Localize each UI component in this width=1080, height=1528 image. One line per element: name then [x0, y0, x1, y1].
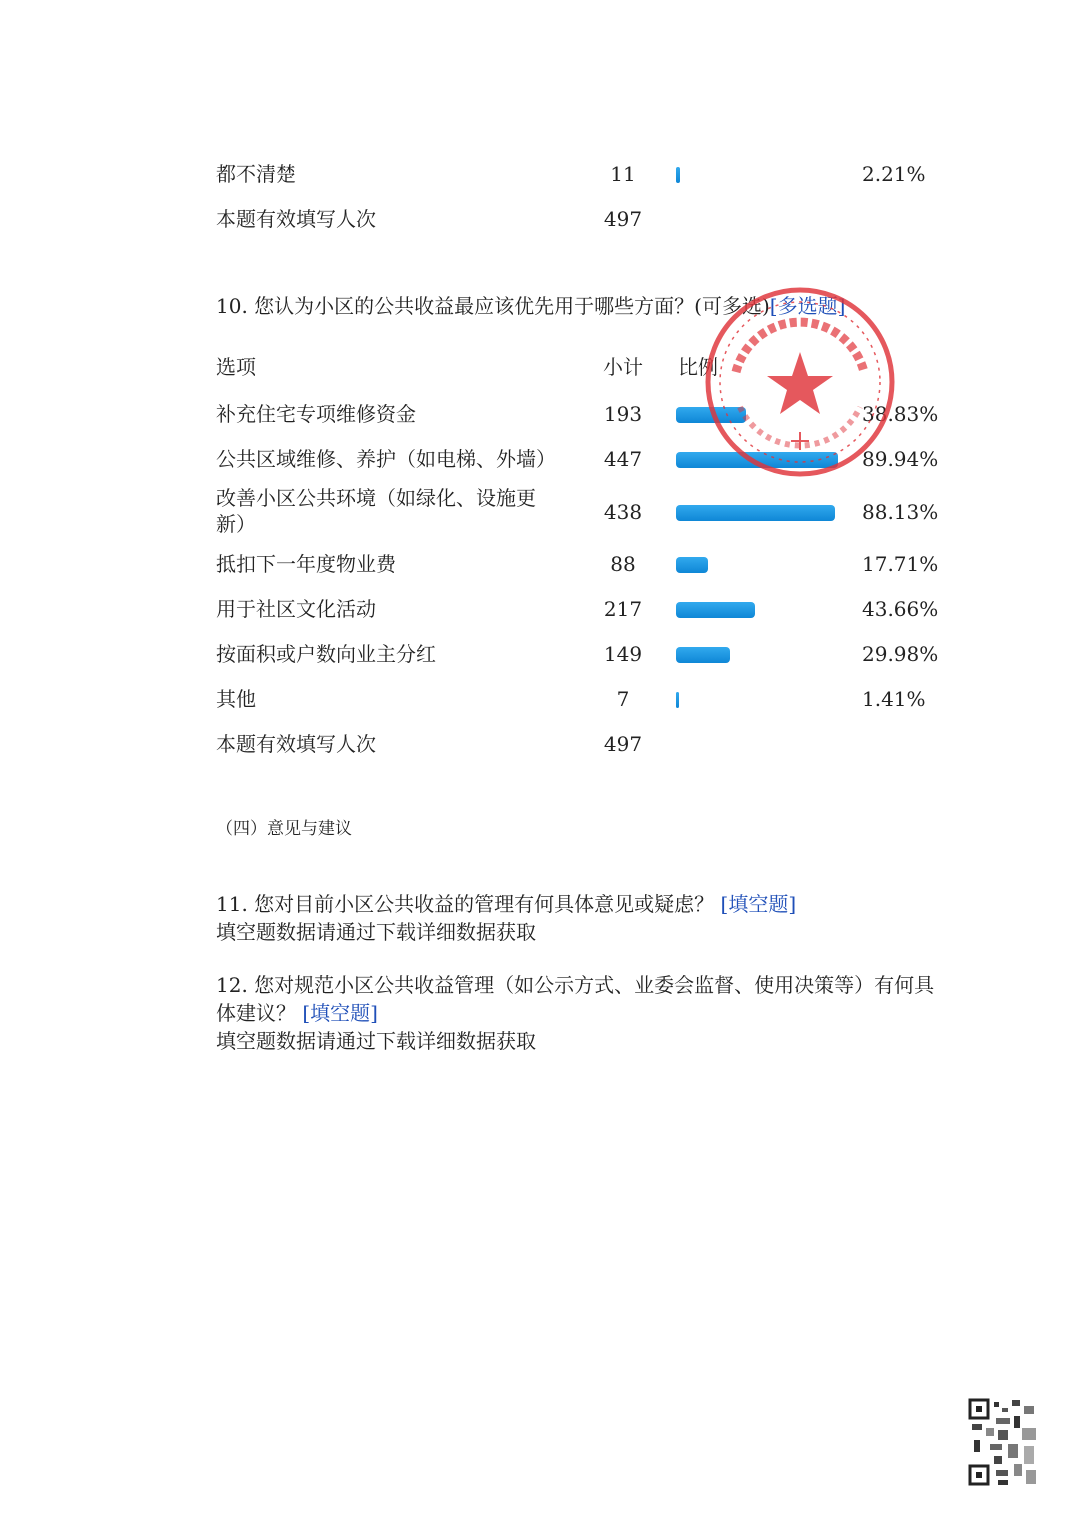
header-ratio: 比例	[678, 355, 718, 379]
question-type-tag: [填空题]	[720, 892, 797, 916]
q12-title	[216, 971, 936, 1027]
q11-title	[216, 890, 936, 918]
question-text: 10. 您认为小区的公共收益最应该优先用于哪些方面？(可多选)	[216, 294, 770, 318]
option-count: 149	[603, 642, 643, 666]
option-percent: 89.94%	[862, 447, 939, 471]
option-count: 217	[603, 597, 643, 621]
header-count: 小计	[603, 355, 643, 379]
ratio-bar	[676, 602, 755, 618]
q10-row	[0, 486, 1080, 559]
section-title: （四）意见与建议	[216, 819, 352, 839]
ratio-bar	[676, 167, 680, 183]
option-count: 7	[616, 687, 630, 711]
header-option: 选项	[216, 355, 256, 379]
official-seal-icon	[700, 282, 900, 482]
ratio-bar	[676, 647, 730, 663]
q10-total-row	[0, 731, 1080, 761]
ratio-bar-track	[676, 647, 856, 663]
q10-header-row	[0, 354, 1080, 384]
option-label: 抵扣下一年度物业费	[216, 552, 396, 576]
option-percent: 17.71%	[862, 552, 939, 576]
question-text: 12. 您对规范小区公共收益管理（如公示方式、业委会监督、使用决策等）有何具体建议？	[216, 973, 935, 1025]
option-label: 改善小区公共环境（如绿化、设施更新）	[216, 486, 536, 536]
ratio-bar	[676, 557, 708, 573]
total-label: 本题有效填写人次	[216, 732, 376, 756]
q10-row	[0, 686, 1080, 716]
ratio-bar-track	[676, 692, 856, 708]
q10-row	[0, 401, 1080, 431]
ratio-bar-track	[676, 505, 856, 521]
option-count: 11	[610, 162, 636, 186]
option-label: 用于社区文化活动	[216, 597, 376, 621]
question-text: 11. 您对目前小区公共收益的管理有何具体意见或疑虑？	[216, 892, 715, 916]
option-count: 88	[610, 552, 636, 576]
option-label: 按面积或户数向业主分红	[216, 642, 436, 666]
question-type-tag: [多选题]	[769, 294, 846, 318]
q10-row	[0, 641, 1080, 671]
option-count: 447	[603, 447, 643, 471]
total-count: 497	[603, 732, 643, 756]
q10-row	[0, 551, 1080, 581]
total-label: 本题有效填写人次	[216, 207, 376, 231]
q9-total-row	[0, 206, 1080, 236]
ratio-bar-track	[676, 557, 856, 573]
total-count: 497	[603, 207, 643, 231]
qr-code-icon	[968, 1398, 1040, 1488]
option-percent: 1.41%	[862, 687, 926, 711]
option-label: 公共区域维修、养护（如电梯、外墙）	[216, 447, 556, 471]
ratio-bar	[676, 692, 679, 708]
q11-note: 填空题数据请通过下载详细数据获取	[216, 920, 536, 944]
q10-row	[0, 596, 1080, 626]
option-percent: 43.66%	[862, 597, 939, 621]
option-count: 438	[603, 500, 643, 524]
option-label: 补充住宅专项维修资金	[216, 402, 416, 426]
option-percent: 38.83%	[862, 402, 939, 426]
option-label: 其他	[216, 687, 256, 711]
option-label: 都不清楚	[216, 162, 296, 186]
ratio-bar	[676, 505, 835, 521]
q12-note: 填空题数据请通过下载详细数据获取	[216, 1029, 536, 1053]
q10-row	[0, 446, 1080, 476]
option-percent: 2.21%	[862, 162, 926, 186]
question-type-tag: [填空题]	[302, 1001, 378, 1025]
option-percent: 29.98%	[862, 642, 939, 666]
ratio-bar-track	[676, 602, 856, 618]
q9-row-unclear	[0, 161, 1080, 191]
option-percent: 88.13%	[862, 500, 939, 524]
option-count: 193	[603, 402, 643, 426]
ratio-bar-track	[676, 167, 856, 183]
